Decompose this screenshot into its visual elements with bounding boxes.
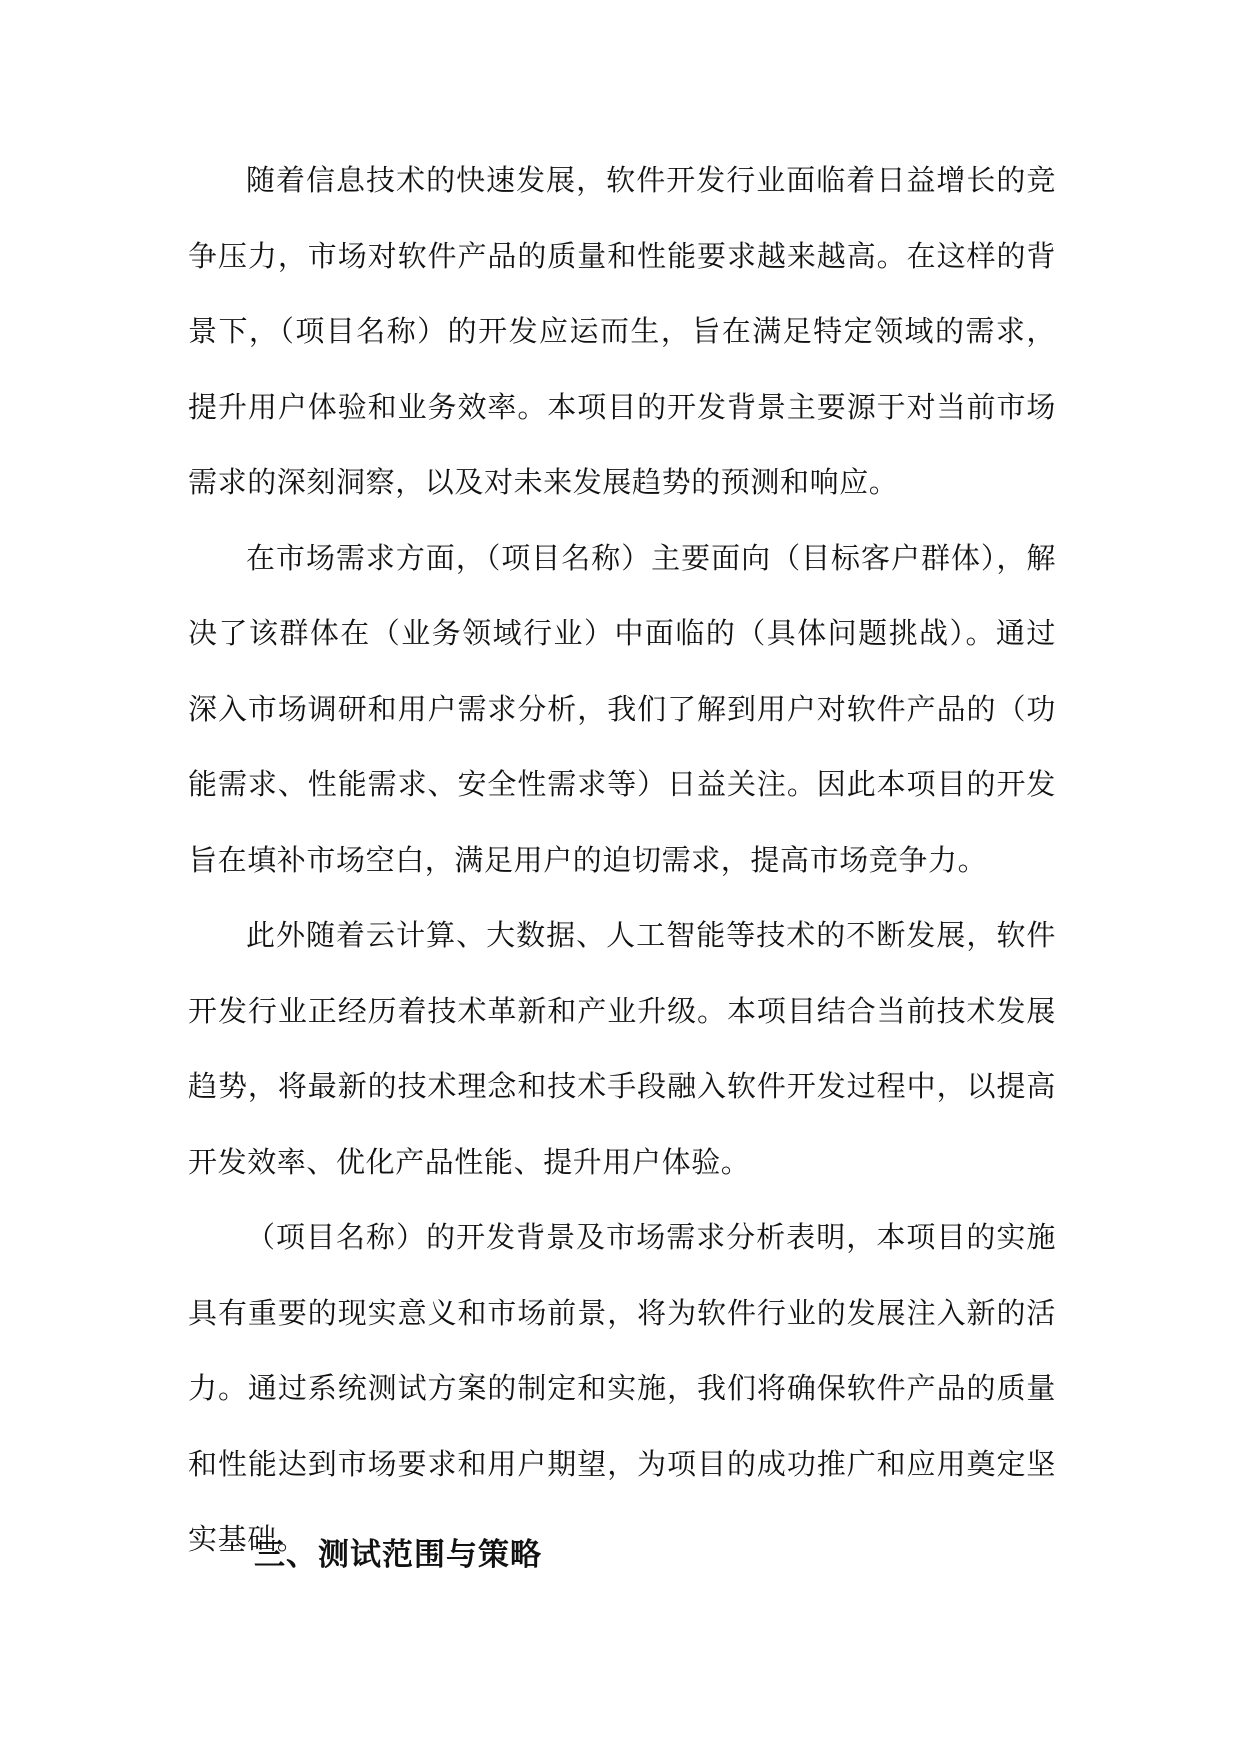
paragraph-market-demand: 在市场需求方面，（项目名称）主要面向（目标客户群体），解决了该群体在（业务领域行业）中面临的（具体问题挑战）。通过深入市场调研和用户需求分析，我们了解到用户对软件产品的（功能需求、性能需求、安全性需求等）日益关注。因此本项目的开发旨在填补市场空白，满足用户的迫切需求，提高市场竞争力。 bbox=[188, 540, 1056, 877]
paragraph-background: 随着信息技术的快速发展，软件开发行业面临着日益增长的竞争压力，市场对软件产品的质量和性能要求越来越高。在这样的背景下，（项目名称）的开发应运而生，旨在满足特定领域的需求，提升用户体验和业务效率。本项目的开发背景主要源于对当前市场需求的深刻洞察，以及对未来发展趋势的预测和响应。 bbox=[188, 163, 1056, 499]
section-heading: 三、测试范围与策略 bbox=[254, 1537, 542, 1573]
paragraph-conclusion: （项目名称）的开发背景及市场需求分析表明，本项目的实施具有重要的现实意义和市场前景，将为软件行业的发展注入新的活力。通过系统测试方案的制定和实施，我们将确保软件产品的质量和性能达到市场要求和用户期望，为项目的成功推广和应用奠定坚实基础。 bbox=[188, 1220, 1056, 1556]
paragraph-technology-trends: 此外随着云计算、大数据、人工智能等技术的不断发展，软件开发行业正经历着技术革新和产业升级。本项目结合当前技术发展趋势，将最新的技术理念和技术手段融入软件开发过程中，以提高开发效率、优化产品性能、提升用户体验。 bbox=[188, 918, 1056, 1179]
document-body bbox=[188, 143, 1056, 1578]
